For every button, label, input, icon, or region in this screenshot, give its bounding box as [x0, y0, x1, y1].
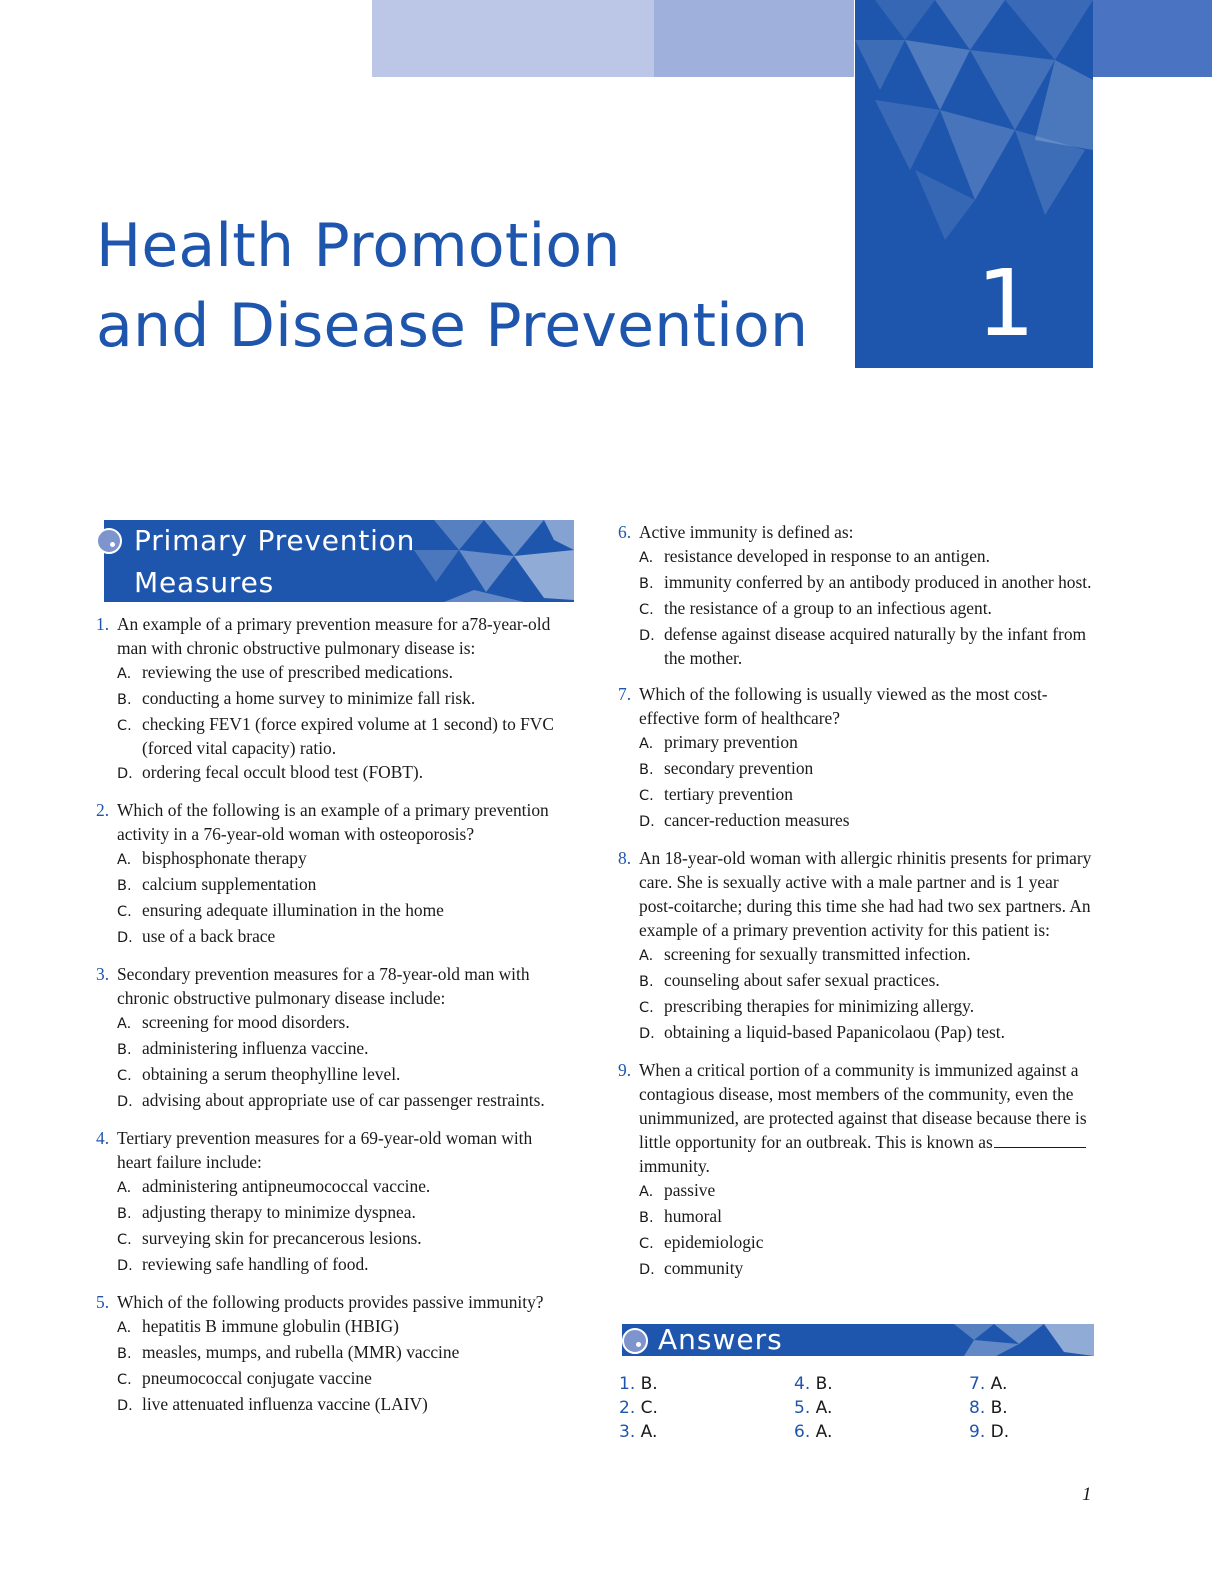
option-text: conducting a home survey to minimize fall risk. — [142, 688, 476, 708]
answer-option — [639, 1204, 1094, 1230]
option-letter: B. — [639, 974, 654, 990]
question-number: 6. — [618, 522, 632, 542]
option-letter: A. — [117, 1320, 132, 1336]
answer-option — [639, 544, 1094, 570]
option-text: immunity conferred by an antibody produced in another host. — [664, 572, 1092, 592]
option-letter: D. — [117, 1258, 133, 1274]
answer-letter: A. — [990, 1374, 1008, 1394]
option-letter: A. — [639, 948, 654, 964]
option-letter: C. — [639, 1000, 654, 1016]
option-text: prescribing therapies for minimizing allergy. — [664, 996, 975, 1016]
answer-number: 7. — [969, 1374, 986, 1394]
option-text: passive — [664, 1180, 716, 1200]
option-text: calcium supplementation — [142, 874, 317, 894]
question-text: An 18-year-old woman with allergic rhinitis presents for primary care. She is sexually active with a male partner and is 1 year post-coitarche; during this time she had had two sex partners. An example of a primary prevention activity for this patient is: — [639, 848, 1092, 940]
option-text: reviewing safe handling of food. — [142, 1254, 369, 1274]
section-heading-primary-prevention — [104, 520, 574, 602]
answer-option — [117, 1314, 566, 1340]
answer-letter: B. — [815, 1374, 833, 1394]
answer-option — [639, 730, 1094, 756]
answer-option — [639, 968, 1094, 994]
question-item — [618, 682, 1094, 834]
option-letter: A. — [117, 1180, 132, 1196]
question-item — [96, 798, 566, 950]
option-text: administering antipneumococcal vaccine. — [142, 1176, 431, 1196]
option-text: screening for mood disorders. — [142, 1012, 350, 1032]
answer-option — [117, 760, 566, 786]
answer-option — [117, 1010, 566, 1036]
answer-option — [117, 924, 566, 950]
answer-letter: A. — [815, 1398, 833, 1418]
answer-option — [639, 622, 1094, 670]
answer-letter: A. — [640, 1422, 658, 1442]
answer-option — [117, 1340, 566, 1366]
question-number: 8. — [618, 848, 632, 868]
question-number: 3. — [96, 964, 110, 984]
answer-number: 4. — [794, 1374, 811, 1394]
question-text-before: When a critical portion of a community is immunized against a contagious disease, most members of the community, even the unimmunized, are protected against that disease because there is little opportunity for an outbreak. This is known as — [639, 1060, 1087, 1152]
option-letter: B. — [639, 1210, 654, 1226]
option-text: measles, mumps, and rubella (MMR) vaccine — [142, 1342, 460, 1362]
option-letter: D. — [117, 766, 133, 782]
answer-option — [117, 1226, 566, 1252]
answer-number: 6. — [794, 1422, 811, 1442]
option-text: humoral — [664, 1206, 722, 1226]
answer-column — [969, 1372, 1009, 1444]
option-letter: A. — [639, 550, 654, 566]
answer-option — [639, 1256, 1094, 1282]
chapter-title — [96, 206, 808, 366]
question-number: 1. — [96, 614, 110, 634]
question-number: 4. — [96, 1128, 110, 1148]
answer-number: 5. — [794, 1398, 811, 1418]
answer-option — [639, 994, 1094, 1020]
option-letter: A. — [639, 736, 654, 752]
question-number: 9. — [618, 1060, 632, 1080]
question-stem — [618, 682, 1094, 730]
section-title-line: Primary Prevention — [134, 524, 416, 557]
answer-option — [639, 1178, 1094, 1204]
option-text: advising about appropriate use of car passenger restraints. — [142, 1090, 545, 1110]
answer-option — [117, 1392, 566, 1418]
option-letter: C. — [639, 1236, 654, 1252]
option-text: epidemiologic — [664, 1232, 764, 1252]
option-letter: A. — [639, 1184, 654, 1200]
question-text: Active immunity is defined as: — [639, 522, 854, 542]
answer-row — [794, 1396, 833, 1420]
question-stem — [96, 612, 566, 660]
option-text: live attenuated influenza vaccine (LAIV) — [142, 1394, 428, 1414]
option-letter: C. — [117, 1232, 132, 1248]
answer-option — [117, 846, 566, 872]
option-text: surveying skin for precancerous lesions. — [142, 1228, 422, 1248]
answer-row — [619, 1372, 658, 1396]
option-text: checking FEV1 (force expired volume at 1 second) to FVC (forced vital capacity) ratio. — [142, 714, 554, 758]
option-text: community — [664, 1258, 744, 1278]
option-letter: C. — [117, 1372, 132, 1388]
option-letter: D. — [117, 1094, 133, 1110]
answer-option — [117, 686, 566, 712]
option-text: obtaining a liquid-based Papanicolaou (Pap) test. — [664, 1022, 1005, 1042]
answer-option — [639, 596, 1094, 622]
option-letter: B. — [117, 1042, 132, 1058]
option-text: adjusting therapy to minimize dyspnea. — [142, 1202, 416, 1222]
question-number: 5. — [96, 1292, 110, 1312]
answer-letter: B. — [990, 1398, 1008, 1418]
question-stem — [96, 798, 566, 846]
option-letter: D. — [639, 1262, 655, 1278]
question-stem — [96, 962, 566, 1010]
option-text: screening for sexually transmitted infection. — [664, 944, 971, 964]
answer-row — [794, 1420, 833, 1444]
option-letter: B. — [117, 878, 132, 894]
option-text: ensuring adequate illumination in the home — [142, 900, 444, 920]
question-item — [618, 520, 1094, 670]
answer-row — [619, 1396, 658, 1420]
question-text: Which of the following is usually viewed as the most cost-effective form of healthcare? — [639, 684, 1048, 728]
option-letter: D. — [117, 1398, 133, 1414]
answer-number: 1. — [619, 1374, 636, 1394]
question-text: An example of a primary prevention measure for a78-year-old man with chronic obstructive pulmonary disease is: — [117, 614, 551, 658]
question-stem — [618, 1058, 1094, 1178]
answer-option — [117, 1036, 566, 1062]
option-letter: B. — [117, 692, 132, 708]
answer-letter: D. — [990, 1422, 1010, 1442]
option-text: counseling about safer sexual practices. — [664, 970, 940, 990]
option-text: tertiary prevention — [664, 784, 793, 804]
question-stem — [618, 846, 1094, 942]
answer-option — [639, 782, 1094, 808]
question-item — [96, 1290, 566, 1418]
answer-column — [619, 1372, 658, 1444]
chapter-title-line: and Disease Prevention — [96, 291, 809, 361]
question-item — [96, 962, 566, 1114]
header-band-mid — [654, 0, 854, 77]
answer-row — [969, 1396, 1009, 1420]
answer-option — [117, 1252, 566, 1278]
option-letter: B. — [117, 1346, 132, 1362]
answer-option — [639, 1020, 1094, 1046]
option-letter: B. — [639, 576, 654, 592]
option-text: bisphosphonate therapy — [142, 848, 307, 868]
question-column-right — [618, 520, 1094, 1294]
answer-number: 9. — [969, 1422, 986, 1442]
page-number: 1 — [1082, 1484, 1092, 1505]
question-stem — [96, 1290, 566, 1314]
question-item — [96, 1126, 566, 1278]
option-letter: C. — [639, 788, 654, 804]
question-number: 2. — [96, 800, 110, 820]
answer-row — [794, 1372, 833, 1396]
question-number: 7. — [618, 684, 632, 704]
answer-option — [117, 872, 566, 898]
option-text: resistance developed in response to an antigen. — [664, 546, 990, 566]
header-band-light — [372, 0, 654, 77]
hexagon-pattern-icon — [855, 0, 1093, 368]
option-letter: D. — [117, 930, 133, 946]
option-text: the resistance of a group to an infectious agent. — [664, 598, 992, 618]
question-item — [96, 612, 566, 786]
answers-title: Answers — [658, 1324, 783, 1356]
answer-option — [639, 570, 1094, 596]
answer-option — [117, 660, 566, 686]
option-letter: A. — [117, 666, 132, 682]
fill-in-blank — [994, 1147, 1086, 1148]
hexagon-pattern-icon — [924, 1324, 1094, 1356]
question-text-after: immunity. — [639, 1156, 710, 1176]
option-letter: C. — [639, 602, 654, 618]
answer-letter: B. — [640, 1374, 658, 1394]
option-letter: D. — [639, 628, 655, 644]
option-text: pneumococcal conjugate vaccine — [142, 1368, 372, 1388]
option-letter: C. — [117, 718, 132, 734]
section-title-line: Measures — [134, 566, 274, 599]
answer-number: 3. — [619, 1422, 636, 1442]
section-bullet-icon — [622, 1328, 648, 1354]
answer-option — [117, 1174, 566, 1200]
answer-option — [117, 1200, 566, 1226]
answer-option — [117, 898, 566, 924]
answer-row — [619, 1420, 658, 1444]
answer-option — [117, 1088, 566, 1114]
option-letter: C. — [117, 1068, 132, 1084]
answer-row — [969, 1372, 1009, 1396]
answer-option — [639, 756, 1094, 782]
option-letter: A. — [117, 852, 132, 868]
option-letter: D. — [639, 814, 655, 830]
option-text: use of a back brace — [142, 926, 276, 946]
answer-option — [117, 1062, 566, 1088]
answer-number: 8. — [969, 1398, 986, 1418]
option-text: obtaining a serum theophylline level. — [142, 1064, 401, 1084]
answer-letter: A. — [815, 1422, 833, 1442]
question-text: Secondary prevention measures for a 78-year-old man with chronic obstructive pulmonary disease include: — [117, 964, 530, 1008]
answer-option — [639, 1230, 1094, 1256]
option-text: defense against disease acquired naturally by the infant from the mother. — [664, 624, 1087, 668]
chapter-number-block — [855, 0, 1093, 368]
question-item — [618, 846, 1094, 1046]
answer-letter: C. — [640, 1398, 658, 1418]
option-text: cancer-reduction measures — [664, 810, 850, 830]
option-text: ordering fecal occult blood test (FOBT). — [142, 762, 424, 782]
option-letter: D. — [639, 1026, 655, 1042]
answer-option — [639, 942, 1094, 968]
header-band-right — [1090, 0, 1212, 77]
answer-number: 2. — [619, 1398, 636, 1418]
question-text: Tertiary prevention measures for a 69-year-old woman with heart failure include: — [117, 1128, 533, 1172]
chapter-number: 1 — [976, 250, 1035, 357]
option-text: hepatitis B immune globulin (HBIG) — [142, 1316, 399, 1336]
option-letter: C. — [117, 904, 132, 920]
question-text — [639, 1058, 1094, 1178]
option-letter: B. — [639, 762, 654, 778]
question-text: Which of the following products provides passive immunity? — [117, 1292, 544, 1312]
answer-option — [117, 1366, 566, 1392]
section-bullet-icon — [96, 528, 122, 554]
question-stem — [96, 1126, 566, 1174]
answer-row — [969, 1420, 1009, 1444]
question-text: Which of the following is an example of a primary prevention activity in a 76-year-old woman with osteoporosis? — [117, 800, 549, 844]
section-heading-answers — [622, 1324, 1094, 1356]
option-text: secondary prevention — [664, 758, 814, 778]
answer-option — [639, 808, 1094, 834]
question-column-left — [96, 612, 566, 1430]
answer-option — [117, 712, 566, 760]
chapter-title-line: Health Promotion — [96, 211, 621, 281]
option-text: reviewing the use of prescribed medications. — [142, 662, 453, 682]
option-letter: B. — [117, 1206, 132, 1222]
question-item — [618, 1058, 1094, 1282]
answer-column — [794, 1372, 833, 1444]
option-letter: A. — [117, 1016, 132, 1032]
question-stem — [618, 520, 1094, 544]
option-text: primary prevention — [664, 732, 798, 752]
option-text: administering influenza vaccine. — [142, 1038, 369, 1058]
